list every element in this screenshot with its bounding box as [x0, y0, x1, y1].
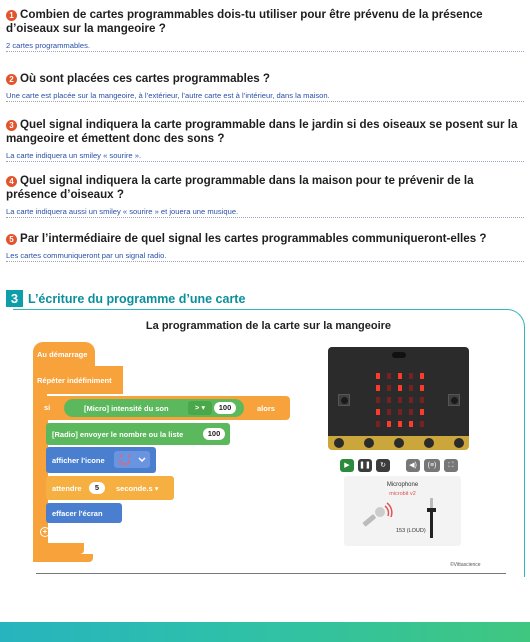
divider-line	[36, 573, 506, 574]
credit-text: ©Vittascience	[450, 562, 481, 568]
forever-block[interactable]: Répéter indéfiniment	[33, 366, 123, 394]
panel-title: La programmation de la carte sur la mangeoire	[145, 320, 392, 332]
section-title: L’écriture du programme d’une carte	[28, 291, 246, 306]
if-label: si	[44, 403, 51, 412]
question-block-1	[6, 8, 524, 52]
mic-sublabel: microbit v2	[389, 491, 416, 497]
question-3: 3 Quel signal indiquera la carte programmable dans le jardin si des oiseaux se posent sur la mangeoire et émettent donc des sons ?	[6, 118, 518, 145]
level-readout: 153 (LOUD)	[396, 528, 426, 534]
section-header	[6, 290, 245, 307]
restart-button[interactable]: ↻	[376, 459, 390, 472]
radio-send-block[interactable]: [Radio] envoyer le nombre ou la liste	[46, 423, 230, 445]
wait-value-input[interactable]: 5	[89, 482, 105, 494]
show-icon-block[interactable]: afficher l'icone	[46, 447, 156, 473]
question-block-5	[6, 232, 524, 262]
button-a[interactable]	[338, 394, 350, 406]
question-number-4: 4	[6, 176, 17, 187]
question-number-1: 1	[6, 10, 17, 21]
pause-button[interactable]: ❚❚	[358, 459, 372, 472]
level-slider-fill	[430, 512, 433, 538]
question-block-3	[6, 118, 524, 162]
logo-icon	[392, 352, 406, 358]
question-2: 2 Où sont placées ces cartes programmables ?	[6, 72, 524, 86]
operator-dropdown[interactable]: > ▾	[188, 401, 212, 415]
button-b[interactable]	[448, 394, 460, 406]
icon-dropdown[interactable]	[114, 451, 150, 468]
start-block[interactable]: Au démarrage	[33, 342, 95, 366]
wait-unit-dropdown[interactable]: seconde.s ▾	[116, 484, 159, 493]
question-5: 5 Par l’intermédiaire de quel signal les cartes programmables communiqueront-elles ?	[6, 232, 524, 246]
forever-footer	[33, 554, 93, 562]
question-number-3: 3	[6, 120, 17, 131]
clear-screen-block[interactable]: effacer l'écran	[46, 503, 122, 523]
debug-button[interactable]: (≡)	[424, 459, 440, 472]
sound-button[interactable]: ◀)	[406, 459, 420, 472]
then-label: alors	[257, 404, 275, 413]
question-block-2	[6, 72, 524, 102]
answer-1: 2 cartes programmables.	[6, 41, 524, 52]
question-number-2: 2	[6, 74, 17, 85]
mic-label: Microphone	[386, 482, 419, 488]
pin-connector	[328, 436, 469, 450]
play-button[interactable]: ▶	[340, 459, 354, 472]
answer-2: Une carte est placée sur la mangeoire, à l’extérieur, l’autre carte est à l’intérieur, dans la maison.	[6, 91, 524, 102]
microphone-panel	[344, 476, 461, 546]
question-block-4	[6, 174, 524, 218]
microphone-icon	[358, 502, 394, 538]
footer-band	[0, 622, 530, 642]
question-1: 1 Combien de cartes programmables dois-tu utiliser pour être prévenu de la présence d’oiseaux sur la mangeoire ?	[6, 8, 483, 35]
question-number-5: 5	[6, 234, 17, 245]
threshold-input[interactable]: 100	[214, 402, 236, 414]
sound-label: [Micro] intensité du son	[84, 404, 169, 413]
question-4: 4 Quel signal indiquera la carte programmable dans la maison pour te prévenir de la présence d’oiseaux ?	[6, 174, 474, 201]
add-block-icon[interactable]: +	[40, 527, 50, 537]
answer-5: Les cartes communiqueront par un signal radio.	[6, 251, 524, 262]
radio-value-input[interactable]: 100	[203, 428, 225, 440]
smiley-icon	[114, 451, 150, 468]
answer-3: La carte indiquera un smiley « sourire ».	[6, 151, 524, 162]
wait-block[interactable]: attendre	[46, 476, 174, 500]
answer-4: La carte indiquera aussi un smiley « sourire » et jouera une musique.	[6, 207, 524, 218]
section-number: 3	[6, 290, 23, 307]
if-footer	[38, 543, 84, 554]
microbit-board	[328, 347, 469, 447]
fullscreen-button[interactable]: ⛶	[444, 459, 458, 472]
